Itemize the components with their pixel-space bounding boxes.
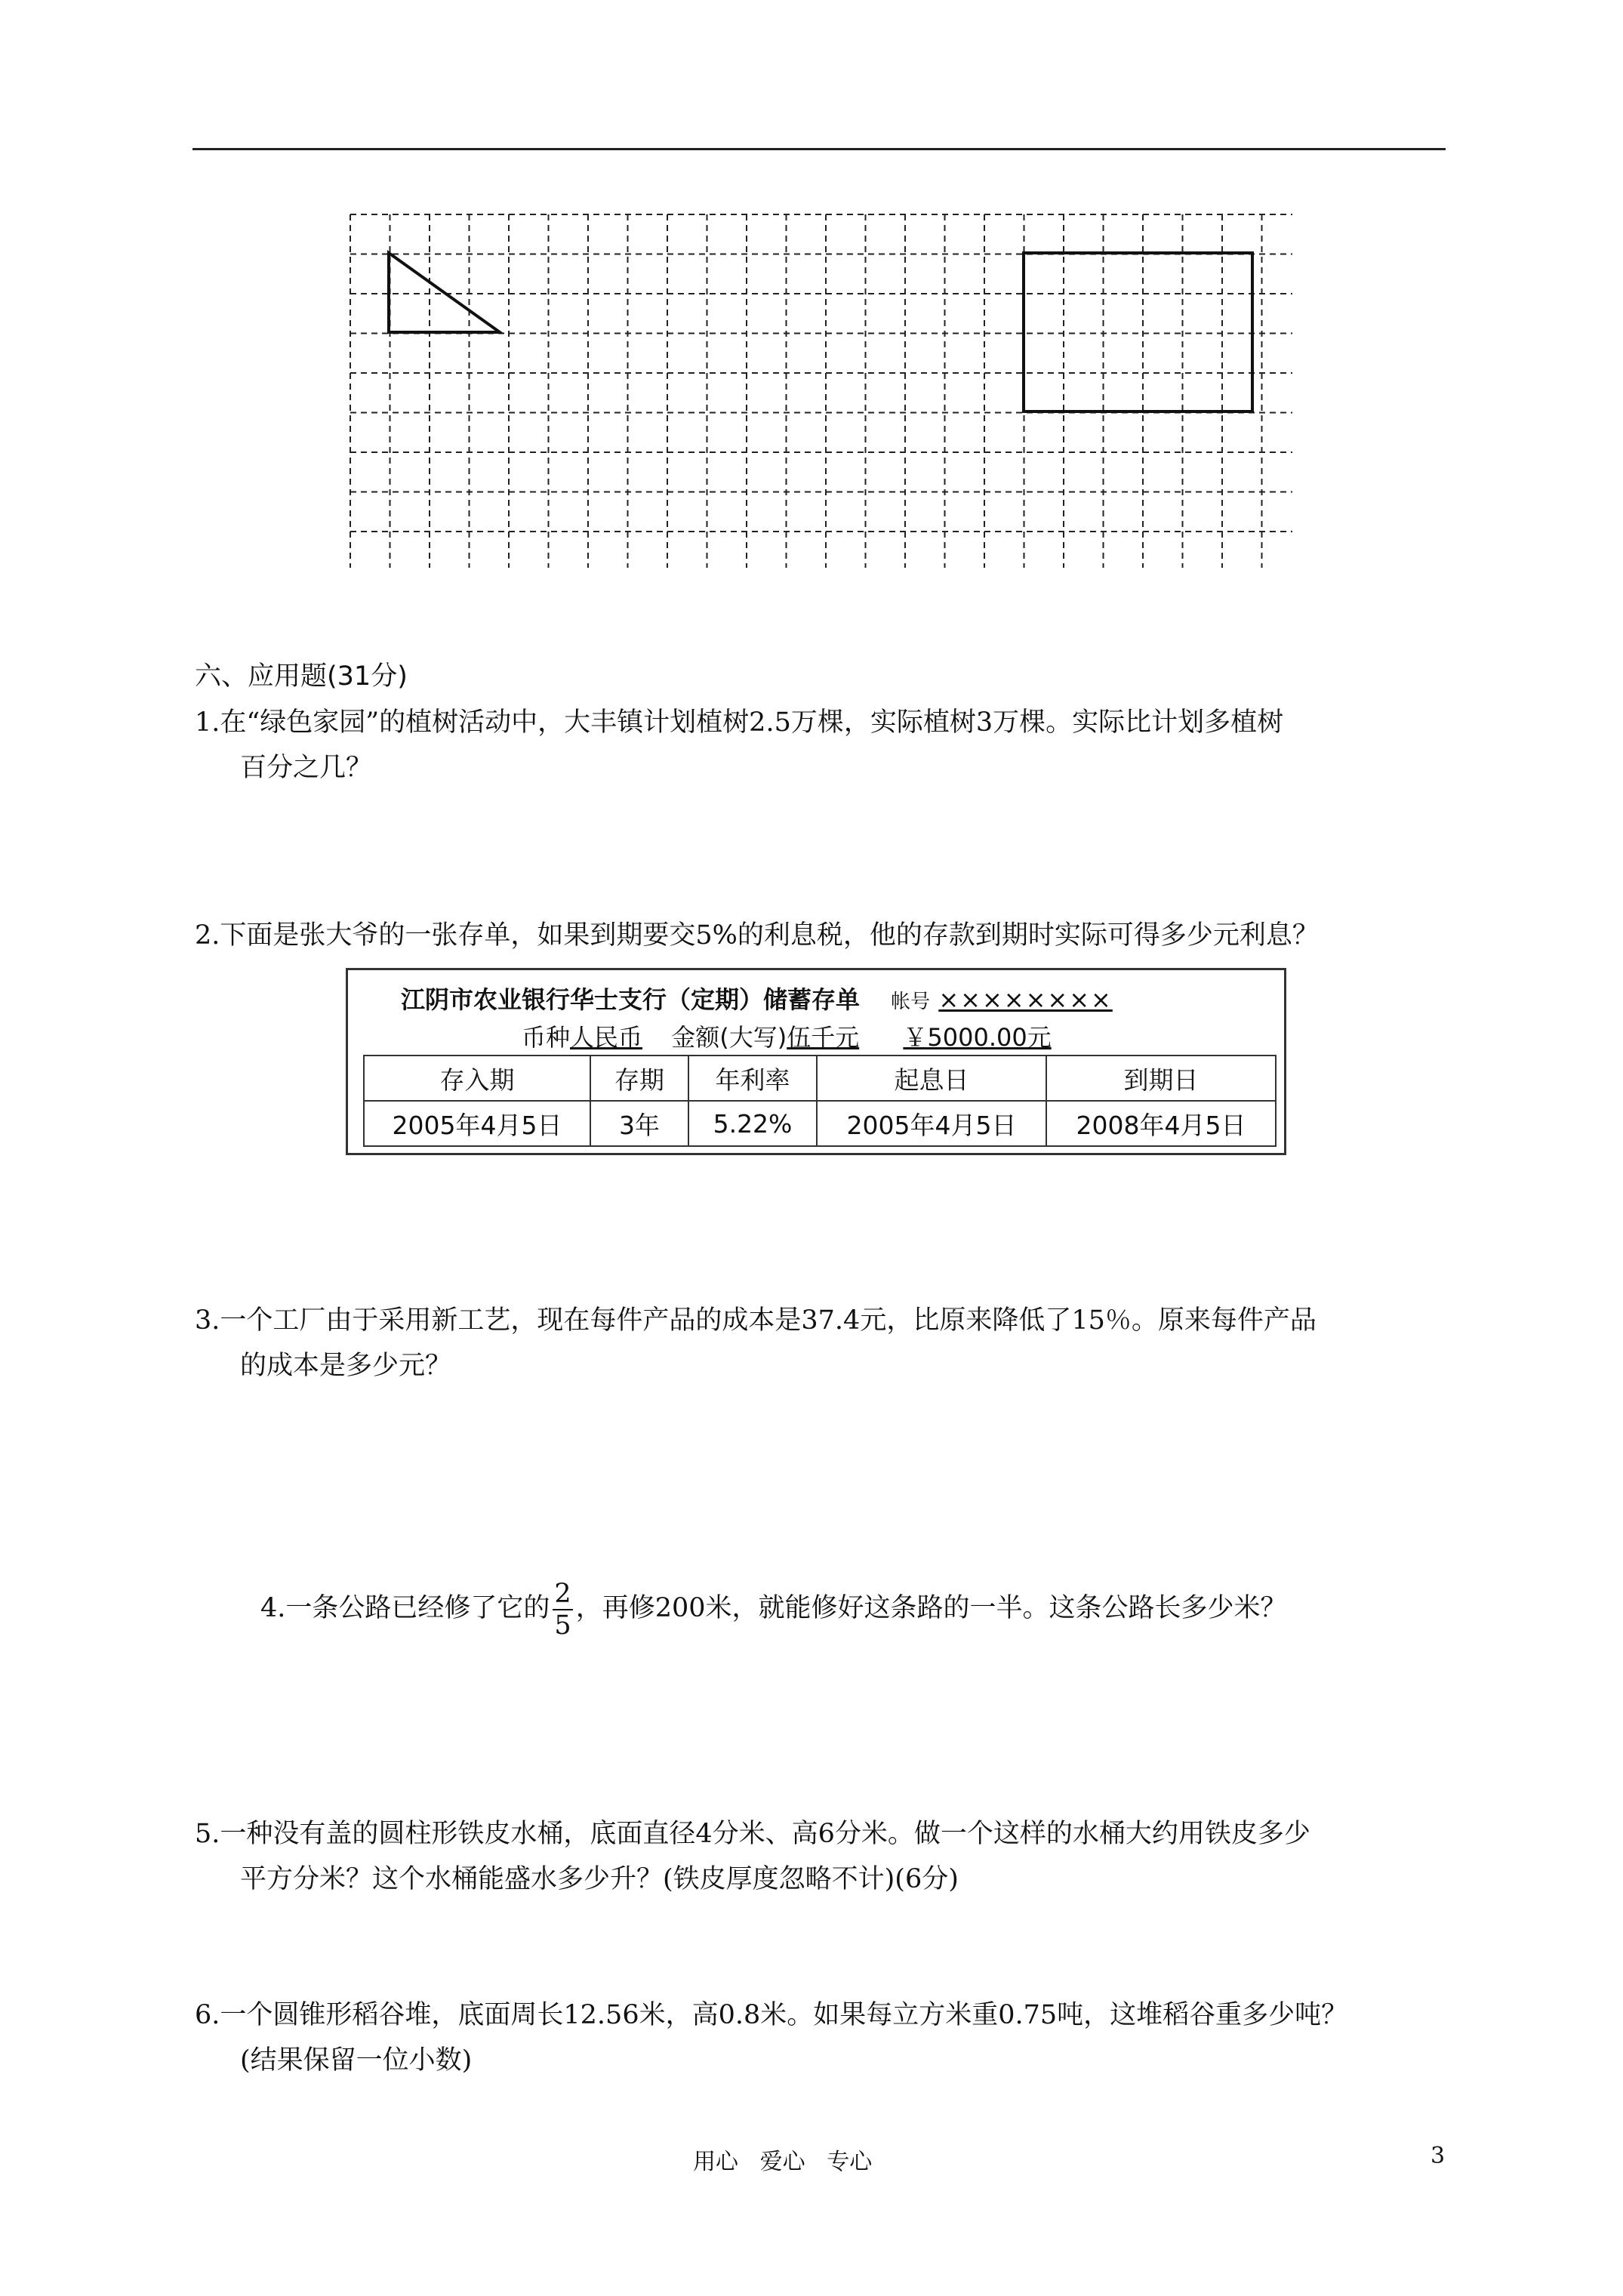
question-6-line-1: 6.一个圆锥形稻谷堆，底面周长12.56米，高0.8米。如果每立方米重0.75吨，这堆稻谷重多少吨？	[195, 2000, 1348, 2030]
fraction	[553, 1579, 572, 1641]
fraction-denominator: 5	[554, 1610, 571, 1641]
slip-header-cell: 存入期	[364, 1056, 590, 1101]
grid-figure	[349, 213, 1292, 568]
slip-table	[363, 1055, 1277, 1147]
slip-header-cell: 起息日	[817, 1056, 1046, 1101]
question-6-line-2: (结果保留一位小数)	[240, 2045, 473, 2076]
deposit-slip	[346, 968, 1286, 1155]
question-5-line-1: 5.一种没有盖的圆柱形铁皮水桶，底面直径4分米、高6分米。做一个这样的水桶大约用铁皮多少	[195, 1819, 1310, 1849]
section-title: 六、应用题(31分)	[195, 661, 408, 692]
slip-header-cell: 存期	[590, 1056, 688, 1101]
question-4	[260, 1578, 1287, 1641]
question-3-line-2: 的成本是多少元？	[240, 1351, 452, 1381]
slip-account-label: 帐号	[891, 991, 931, 1013]
fraction-numerator: 2	[554, 1578, 571, 1609]
slip-amount-number: ￥5000.00元	[903, 1023, 1052, 1052]
slip-header-cell: 到期日	[1046, 1056, 1276, 1101]
slip-header-cell: 年利率	[688, 1056, 817, 1101]
slip-value-row	[364, 1101, 1276, 1146]
slip-title-row	[401, 981, 1113, 1015]
slip-currency-value: 人民币	[570, 1023, 643, 1052]
slip-amount-label: 金额(大写)	[671, 1023, 787, 1052]
question-5-line-2: 平方分米？这个水桶能盛水多少升？(铁皮厚度忽略不计)(6分)	[240, 1864, 959, 1894]
question-4-before: 4.一条公路已经修了它的	[260, 1593, 550, 1623]
slip-account-value: ××××××××	[938, 985, 1113, 1014]
page-number: 3	[1431, 2143, 1446, 2169]
slip-value-cell: 2005年4月5日	[364, 1101, 590, 1146]
slip-amount-value: 伍千元	[787, 1023, 860, 1052]
question-2-line-1: 2.下面是张大爷的一张存单，如果到期要交5%的利息税，他的存款到期时实际可得多少元利息？	[195, 920, 1319, 951]
rectangle-shape	[1024, 253, 1252, 411]
question-1-line-2: 百分之几？	[240, 753, 373, 783]
slip-value-cell: 2008年4月5日	[1046, 1101, 1276, 1146]
question-4-after: ，再修200米，就能修好这条路的一半。这条公路长多少米？	[575, 1593, 1287, 1623]
triangle-shape	[389, 253, 500, 332]
slip-value-cell: 2005年4月5日	[817, 1101, 1046, 1146]
slip-currency-label: 币种	[522, 1023, 571, 1052]
slip-bank-name: 江阴市农业银行华士支行（定期）储蓄存单	[401, 985, 861, 1014]
question-1-line-1: 1.在“绿色家园”的植树活动中，大丰镇计划植树2.5万棵，实际植树3万棵。实际比计划多植树	[195, 707, 1284, 738]
slip-value-cell: 5.22%	[688, 1101, 817, 1146]
question-3-line-1: 3.一个工厂由于采用新工艺，现在每件产品的成本是37.4元，比原来降低了15％。原来每件产品	[195, 1305, 1317, 1336]
slip-value-cell: 3年	[590, 1101, 688, 1146]
slip-header-row	[364, 1056, 1276, 1101]
header-rule	[192, 148, 1446, 150]
slip-amount-row	[522, 1019, 1052, 1053]
footer-text: 用心 爱心 专心	[693, 2149, 873, 2175]
